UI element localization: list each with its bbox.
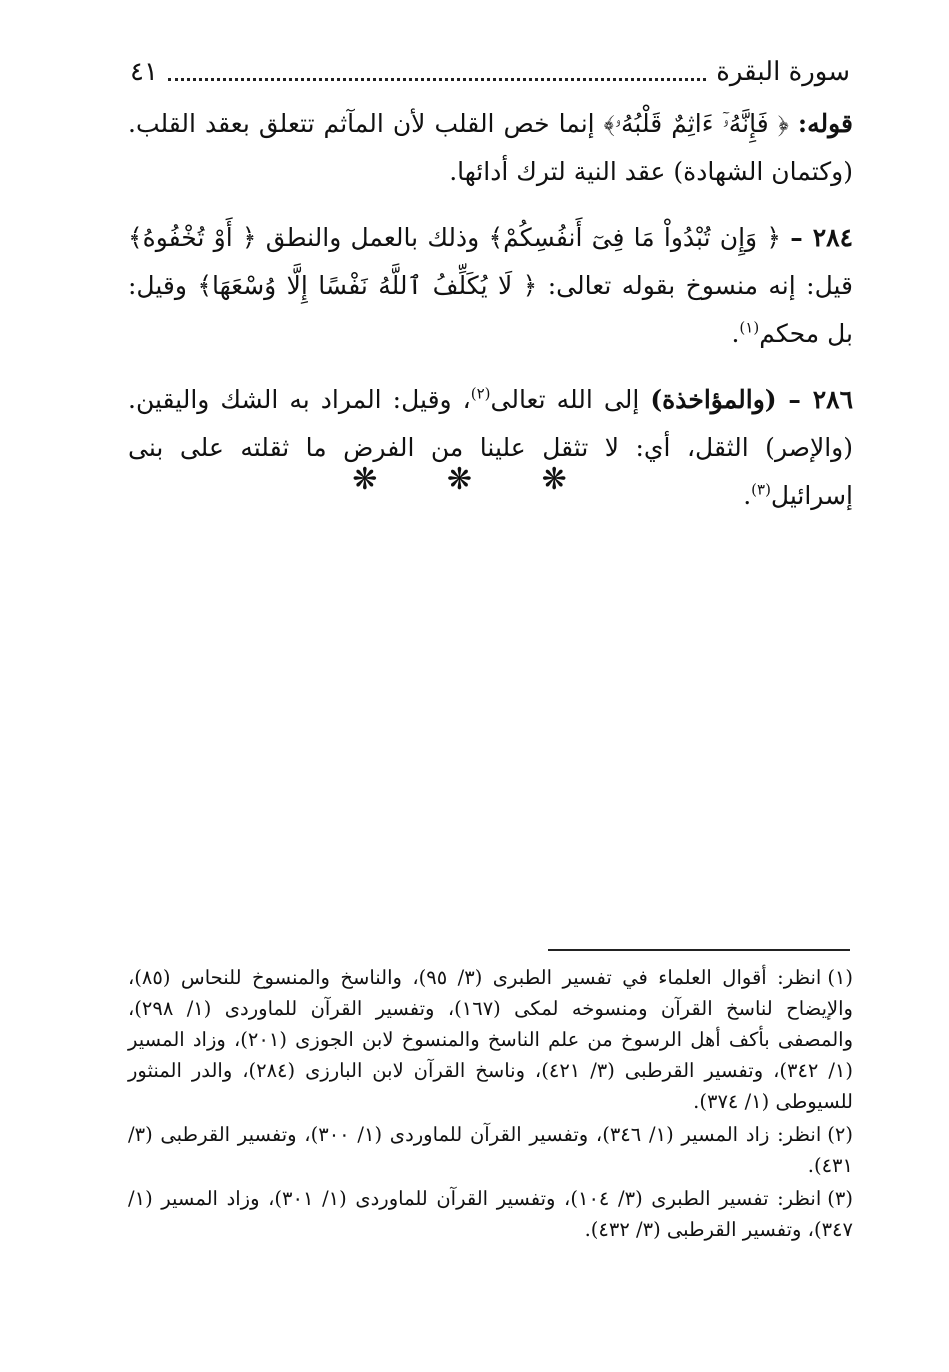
footnotes bbox=[128, 962, 853, 1247]
footnote-number: (٣) bbox=[827, 1187, 853, 1210]
paragraph-verse-283 bbox=[128, 100, 853, 196]
paragraph-tail: ، وقيل: المراد به الشك واليقين. (والإصر) الثقل، أي: لا تثقل علينا من الفرض ما ثقلته على بنى إسرائيل bbox=[128, 385, 853, 510]
surah-title: سورة البقرة bbox=[716, 57, 850, 87]
footnote-ref-1[interactable]: (١) bbox=[739, 318, 760, 337]
footnote-ref-2[interactable]: (٢) bbox=[470, 384, 491, 403]
footnote-2 bbox=[128, 1119, 853, 1181]
footnote-text: انظر: تفسير الطبرى (٣/ ١٠٤)، وتفسير القرآن للماوردى (١/ ٣٠١)، وزاد المسير (١/ ٣٤٧)، وتفسير القرطبى (٣/ ٤٣٢). bbox=[128, 1187, 853, 1241]
paragraph-lead: قوله: bbox=[797, 109, 853, 138]
section-separator: ❋ ❋ ❋ bbox=[352, 462, 597, 497]
quran-quote: ﴿ فَإِنَّهُۥٓ ءَاثِمٌ قَلْبُهُۥ﴾ bbox=[603, 109, 789, 138]
footnote-divider bbox=[548, 949, 850, 951]
running-header bbox=[130, 52, 850, 92]
footnote-text: انظر: أقوال العلماء في تفسير الطبرى (٣/ ٩٥)، والناسخ والمنسوخ للنحاس (٨٥)، والإيضاح لناسخ القرآن ومنسوخه لمكى (١٦٧)، وتفسير القرآن للماوردى (١/ ٢٩٨)، والمصفى بأكف أهل الرسوخ من علم الناسخ والمنسوخ لابن الجوزى (٢٠١)، وزاد المسير (١/ ٣٤٢)، وتفسير القرطبى (٣/ ٤٢١)، وناسخ القرآن لابن البارزى (٢٨٤)، والدر المنثور للسيوطى (١/ ٣٧٤). bbox=[128, 966, 854, 1113]
paragraph-end: . bbox=[743, 481, 752, 510]
paragraph-text: إنما خص القلب لأن المآثم تتعلق بعقد القلب. (وكتمان الشهادة) عقد النية لترك أدائها. bbox=[128, 109, 853, 186]
footnote-number: (١) bbox=[827, 966, 854, 989]
paragraph-tail: . bbox=[731, 319, 740, 348]
footnote-text: انظر: زاد المسير (١/ ٣٤٦)، وتفسير القرآن للماوردى (١/ ٣٠٠)، وتفسير القرطبى (٣/ ٤٣١). bbox=[128, 1123, 853, 1177]
paragraph-text: وذلك بالعمل والنطق ﴿ أَوْ تُخْفُوهُ﴾ قيل: إنه منسوخ بقوله تعالى: ﴿ لَا يُكَلِّفُ ٱللَّهُ نَفْسًا إِلَّا وُسْعَهَا﴾ وقيل: بل محكم bbox=[128, 223, 853, 348]
verse-number: ٢٨٦ – (والمؤاخذة) bbox=[650, 385, 854, 414]
paragraph-verse-284 bbox=[128, 214, 853, 358]
verse-number: ٢٨٤ – bbox=[790, 223, 854, 252]
footnote-3 bbox=[128, 1183, 853, 1245]
paragraph-text: إلى الله تعالى bbox=[490, 385, 640, 414]
footnote-1 bbox=[128, 962, 853, 1117]
quran-quote: ﴿ وَإِن تُبْدُواْ مَا فِىٓ أَنفُسِكُمْ﴾ bbox=[488, 223, 781, 252]
paragraph-verse-286 bbox=[128, 376, 853, 520]
dotted-leader bbox=[168, 64, 706, 81]
page-number: ٤١ bbox=[130, 57, 158, 87]
footnote-ref-3[interactable]: (٣) bbox=[751, 480, 771, 499]
footnote-number: (٢) bbox=[827, 1123, 853, 1146]
